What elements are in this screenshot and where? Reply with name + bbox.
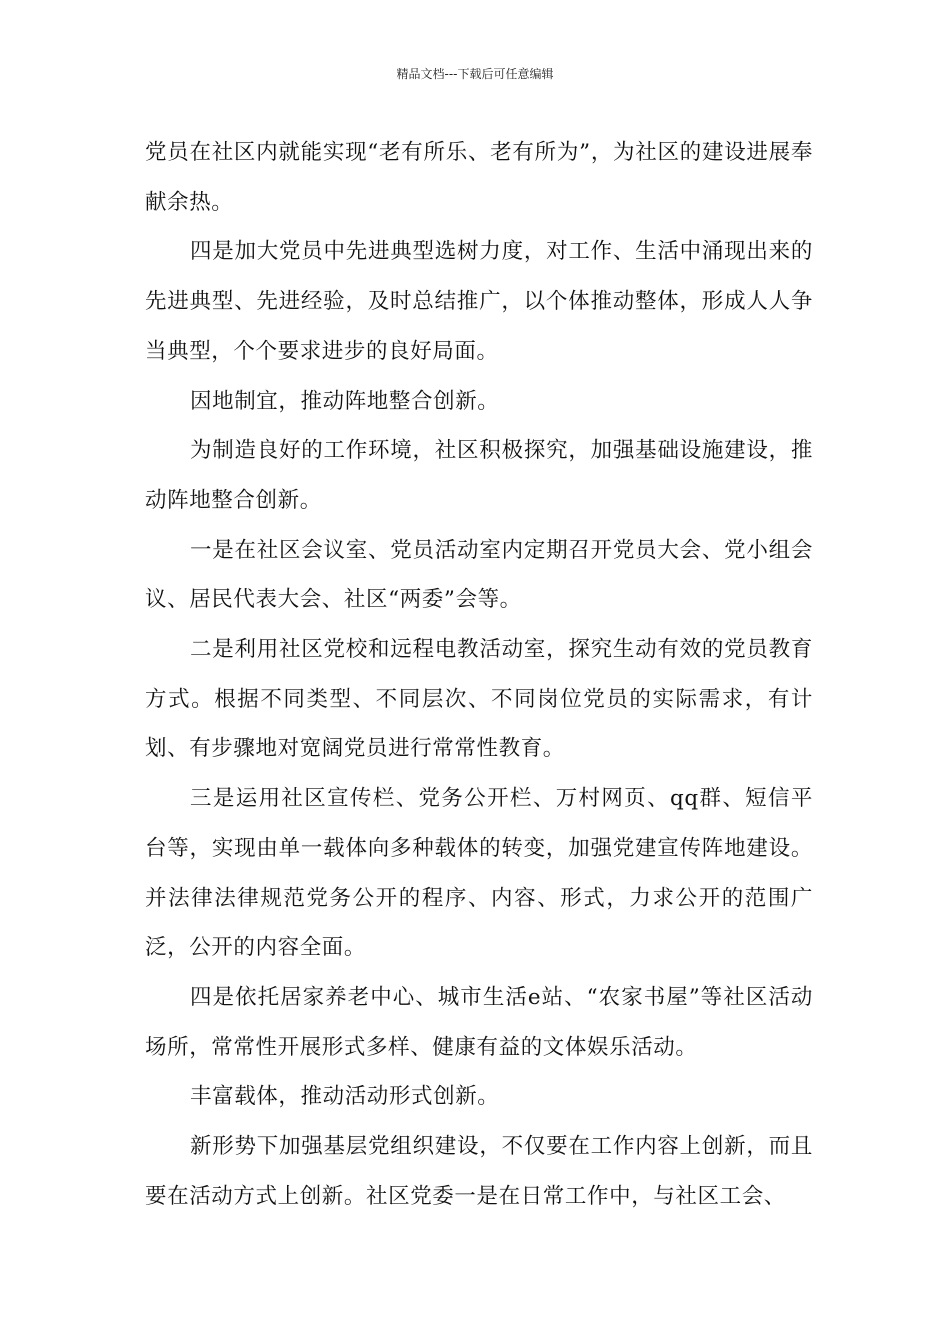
paragraph: 四是加大党员中先进典型选树力度，对工作、生活中涌现出来的先进典型、先进经验，及时总结推广，以个体推动整体，形成人人争当典型，个个要求进步的良好局面。 [145,239,813,364]
paragraph: 二是利用社区党校和远程电教活动室，探究生动有效的党员教育方式。根据不同类型、不同层次、不同岗位党员的实际需求，有计划、有步骤地对宽阔党员进行常常性教育。 [145,637,813,762]
section-heading: 因地制宜，推动阵地整合创新。 [190,388,500,414]
paragraph-continuation: 党员在社区内就能实现“老有所乐、老有所为”，为社区的建设进展奉献余热。 [145,140,813,215]
paragraph: 三是运用社区宣传栏、党务公开栏、万村网页、qq群、短信平台等，实现由单一载体向多种载体的转变，加强党建宣传阵地建设。并法律法律规范党务公开的程序、内容、形式，力求公开的范围广泛，公开的内容全面。 [145,786,813,961]
page-header: 精品文档---下载后可任意编辑 [396,67,554,81]
document-body [145,128,813,1221]
paragraph: 四是依托居家养老中心、城市生活e站、“农家书屋”等社区活动场所，常常性开展形式多样、健康有益的文体娱乐活动。 [145,984,813,1060]
paragraph: 新形势下加强基层党组织建设，不仅要在工作内容上创新，而且要在活动方式上创新。社区党委一是在日常工作中，与社区工会、 [145,1134,813,1209]
section-heading: 丰富载体，推动活动形式创新。 [190,1084,500,1110]
paragraph: 为制造良好的工作环境，社区积极探究，加强基础设施建设，推动阵地整合创新。 [145,438,813,513]
paragraph: 一是在社区会议室、党员活动室内定期召开党员大会、党小组会议、居民代表大会、社区“两委”会等。 [145,537,813,613]
